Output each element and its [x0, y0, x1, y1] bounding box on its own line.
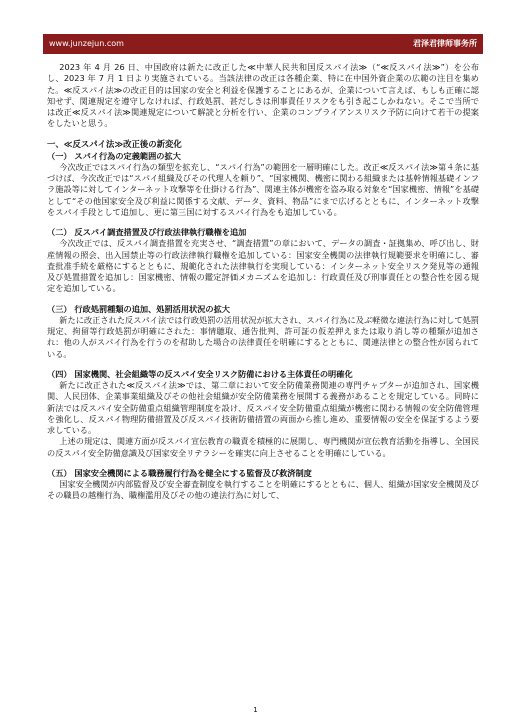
section-1-heading: 一、≪反スパイ法≫改正後の新変化 [47, 138, 182, 149]
subsection-2-heading: （二） 反スパイ調査措置及び行政法律執行職権を追加 [47, 227, 247, 238]
header-url: www.junzejun.com [49, 39, 124, 48]
subsection-3-heading: （三） 行政処罰種類の追加、処罰活用状況の拡大 [47, 303, 230, 314]
subsection-4-heading: （四） 国家機関、社会組織等の反スパイ安全リスク防備における主体責任の明確化 [47, 368, 353, 379]
subsection-1-heading: （一） スパイ行為の定義範囲の拡大 [47, 150, 181, 161]
subsection-1-body: 今次改正ではスパイ行為の類型を拡充し、“スパイ行為”の範囲を一層明確にした。改正≪反スパイ法≫第４条に基づけば、今次改正では“スパイ組織及びその代理人を頼り”、“国家機関、機密に関わる組織または基幹情報基礎インフラ施設等に対してインターネット攻撃等を仕掛ける行為”、関連主体が機密を盗み取る対象を“国家機密、情報”を基礎として“その他国家安全及び利益に関係する文献、データ、資料、物品”にまで広げるとともに、インターネット攻撃をスパイ手段として追加し、更に第三国に対するスパイ行為をも追加している。 [47, 161, 479, 217]
subsection-4-body-2: 上述の規定は、関連方面が反スパイ宣伝教育の職責を積極的に展開し、専門機関が宣伝教育活動を指導し、全国民の反スパイ安全防備意識及び国家安全リテラシーを確実に向上させることを明確にしている。 [47, 436, 479, 458]
subsection-5-body: 国家安全機関が内部監督及び安全審査制度を執行することを明確にするとともに、個人、組織が国家安全機関及びその職員の越権行為、職権濫用及びその他の違法行為に対して、 [47, 479, 479, 501]
subsection-4-body-1: 新たに改正された≪反スパイ法≫では、第二章において安全防備業務関連の専門チャプターが追加され、国家機関、人民団体、企業事業組織及びその他社会組織が安全防備業務を展開する義務があることを規定している。同時に新法では反スパイ安全防備重点組織管理制度を設け、反スパイ安全防備重点組織が機密に関わる情報の安全防備管理を強化し、反スパイ物理防備措置及び反スパイ技術防備措置の両面から推し進め、重要情報の安全を保証するよう要求している。 [47, 379, 479, 436]
subsection-2-body: 今次改正では、反スパイ調査措置を充実させ、“調査措置”の章において、データの調査・証拠集め、呼び出し、財産情報の照会、出入国禁止等の行政法律執行職権を追加している：国家安全機関の法律執行規範要求を明確にし、審査批准手続を厳格にするとともに、規範化された法律執行を実現している：インターネット安全リスク発見等の通報及び処置措置を追加し：国家機密、情報の鑑定評価メカニズムを追加し：行政責任及び刑事責任との整合性を図る規定を追加している。 [47, 238, 479, 294]
subsection-5-heading: （五） 国家安全機関による職務履行行為を健全にする監督及び救済制度 [47, 468, 312, 479]
intro-paragraph: 2023 年 4 月 26 日、中国政府は新たに改正した≪中華人民共和国反スパイ法≫（“≪反スパイ法≫”）を公布し、2023 年 7 月 1 日より実施されている。当該法律の改正は各種企業、特に在中国外資企業の広範の注目を集めた。≪反スパイ法≫の改正目的は国家の安全と利益を保護することにあるが、企業について言えば、もしも正確に認知せず、関連規定を遵守しなければ、行政処罰、甚だしきは刑事責任リスクをも引き起こしかねない。そこで当所では改正≪反スパイ法≫関連規定について解読と分析を行い、企業のコンプライアンスリスク予防に向けて若干の提案をしたいと思う。 [47, 62, 479, 129]
page-number: 1 [253, 706, 258, 714]
document-body [47, 62, 479, 702]
header-firm-name: 君泽君律师事务所 [413, 39, 477, 48]
header-bar [43, 34, 483, 54]
subsection-3-body: 新たに改正された反スパイ法では行政処罰の活用状況が拡大され、スパイ行為に及ぶ軽微な違法行為に対して処罰規定、拘留等行政処罰が明確にされた：事情聴取、通告批判、許可証の仮差押えまたは取り消し等の種類が追加され：他の人がスパイ行為を行うのを幇助した場合の法律責任を明確にするとともに、関連法律との整合性が図られている。 [47, 314, 479, 359]
